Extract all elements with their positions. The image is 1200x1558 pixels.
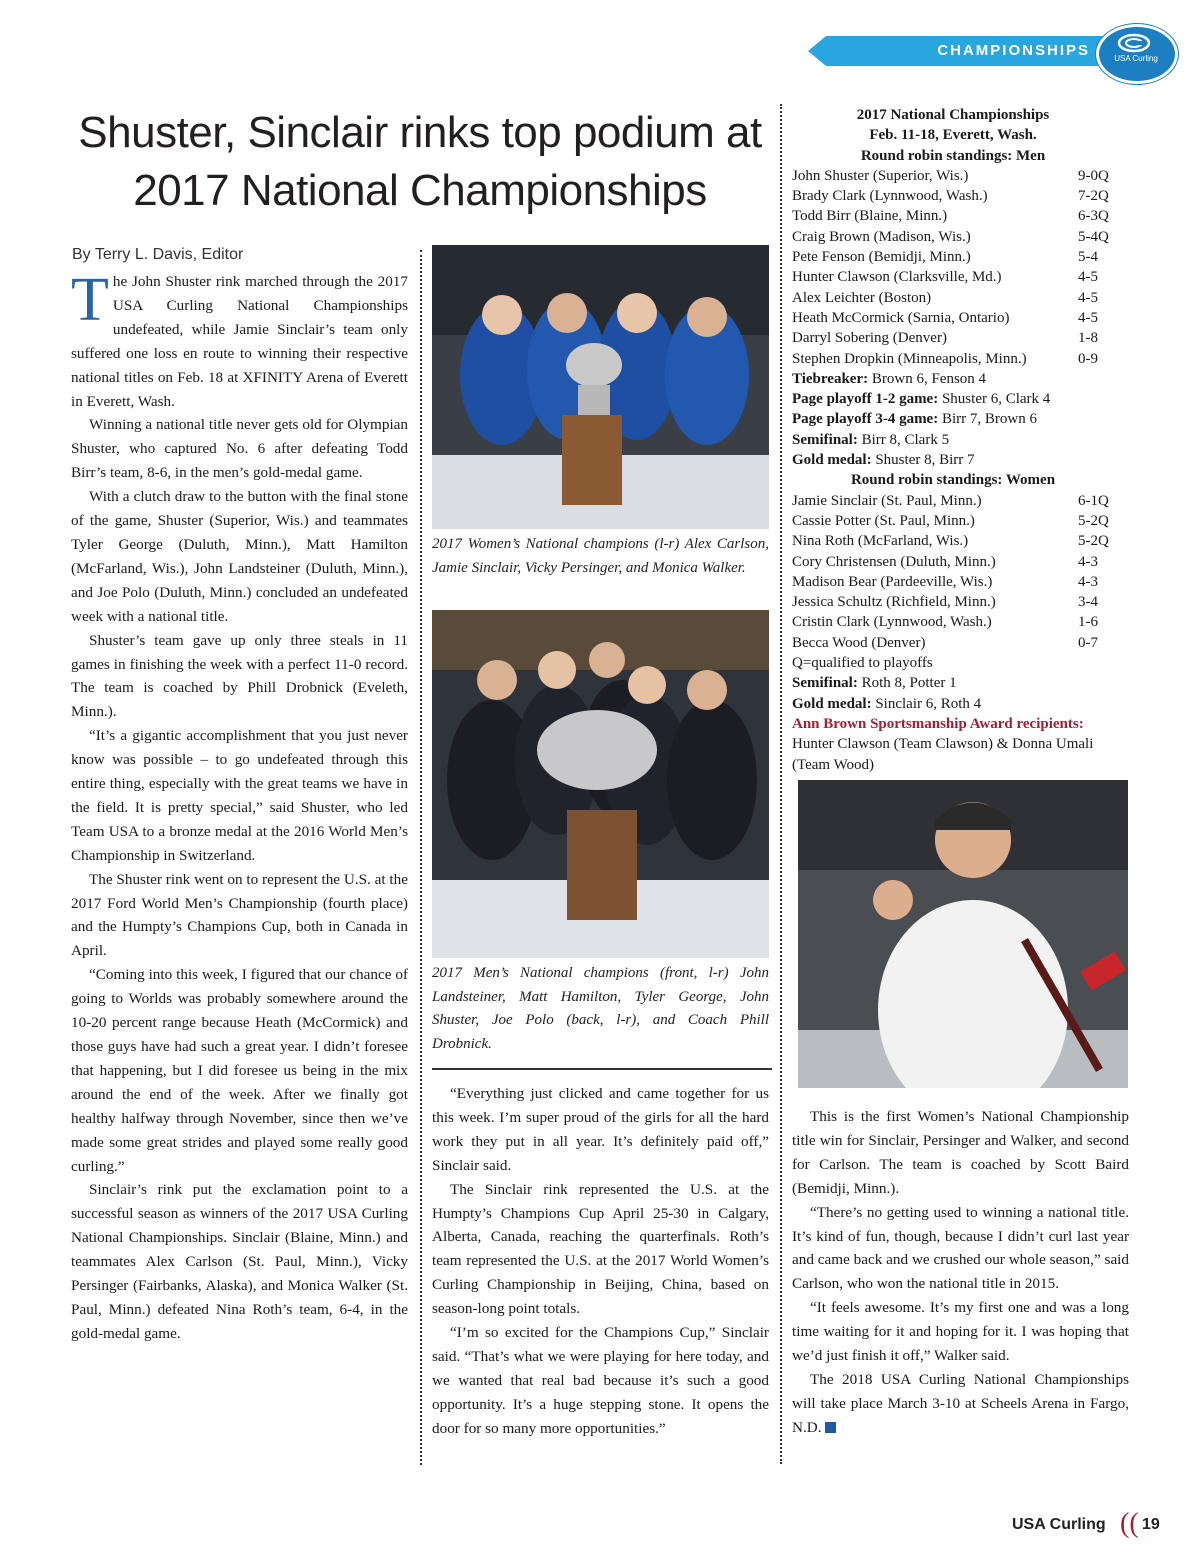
standings-row: John Shuster (Superior, Wis.) 9-0Q xyxy=(792,167,1109,184)
article-paragraph: The Sinclair rink represented the U.S. at the Humpty’s Champions Cup April 25-30 in Calgary, Alberta, Canada, reaching the quarterfinals. Roth’s team represented the U.S. at the 2017 World Women’s Curling Championship in Beijing, China, based on season-long point totals. xyxy=(432,1180,769,1318)
article-paragraph: “It feels awesome. It’s my first one and was a long time waiting for it and hoping for it. I was hoping that we’d just finish it off,” Walker said. xyxy=(792,1299,1129,1365)
qualified-note: Q=qualified to playoffs xyxy=(792,655,933,672)
end-of-article-mark xyxy=(825,1422,836,1433)
award-recipients: Hunter Clawson (Team Clawson) & Donna Umali (Team Wood) xyxy=(792,736,1094,773)
article-paragraph: The John Shuster rink marched through the 2017 USA Curling National Championships undefeated, while Jamie Sinclair’s team only suffered one loss en route to winning their respective national titles on Feb. 18 at XFINITY Arena of Everett in Everett, Wash. xyxy=(71,266,408,410)
article-paragraph: Shuster’s team gave up only three steals in 11 games in finishing the week with a perfect 11-0 record. The team is coached by Phill Drobnick (Eveleth, Minn.). xyxy=(71,631,408,721)
article-paragraph: Sinclair’s rink put the exclamation point to a successful season as winners of the 2017 USA Curling National Championships. Sinclair (Blaine, Minn.) and teammates Alex Carlson (St. Paul, Minn.), Vicky Persinger (Fairbanks, Alaska), and Monica Walker (St. Paul, Minn.) defeated Nina Roth’s team, 6-4, in the gold-medal game. xyxy=(71,1181,408,1342)
game-result: Semifinal: Roth 8, Potter 1 xyxy=(792,675,957,692)
shuster-celebration-photo xyxy=(798,780,1128,1088)
article-paragraph: “Everything just clicked and came together for us this week. I’m super proud of the girls for all the hard work they put in all year. It’s definitely paid off,” Sinclair said. xyxy=(432,1085,769,1174)
article-paragraph: “It’s a gigantic accomplishment that you just never know was possible – to go undefeated through this entire thing, especially with the great teams we have in the field. It is pretty special,” said Shuster, who led Team USA to a bronze medal at the 2016 World Men’s Championship in Switzerland. xyxy=(71,727,408,864)
results-title: 2017 National Championships xyxy=(856,107,1050,123)
standings-row: Cassie Potter (St. Paul, Minn.) 5-2Q xyxy=(792,512,1109,529)
award-heading: Ann Brown Sportsmanship Award recipients: xyxy=(792,715,1084,732)
byline: By Terry L. Davis, Editor xyxy=(72,246,244,263)
logo-text: USA Curling xyxy=(1114,54,1158,63)
page-title: Shuster, Sinclair rinks top podium at 2017 National Championships xyxy=(78,108,762,215)
footer-ornament: (( xyxy=(1120,1508,1139,1539)
standings-row: Heath McCormick (Sarnia, Ontario) 4-5 xyxy=(792,309,1098,326)
caption-divider xyxy=(432,1068,772,1070)
game-result: Tiebreaker: Brown 6, Fenson 4 xyxy=(792,370,987,387)
standings-row: Todd Birr (Blaine, Minn.) 6-3Q xyxy=(792,208,1109,225)
standings-row: Jessica Schultz (Richfield, Minn.) 3-4 xyxy=(792,594,1098,611)
standings-row: Hunter Clawson (Clarksville, Md.) 4-5 xyxy=(792,269,1098,286)
article-column-2 xyxy=(432,1082,769,1441)
article-column-3 xyxy=(792,1105,1129,1440)
game-result: Page playoff 3-4 game: Birr 7, Brown 6 xyxy=(792,411,1037,428)
standings-row: Becca Wood (Denver) 0-7 xyxy=(792,634,1098,651)
standings-row: Jamie Sinclair (St. Paul, Minn.) 6-1Q xyxy=(792,492,1109,509)
column-divider xyxy=(780,104,782,1464)
article-paragraph: Winning a national title never gets old for Olympian Shuster, who captured No. 6 after defeating Todd Birr’s team, 8-6, in the men’s gold-medal game. xyxy=(71,416,408,482)
article-paragraph: The 2018 USA Curling National Championships will take place March 3-10 at Scheels Arena in Fargo, N.D. xyxy=(792,1370,1129,1436)
article-paragraph: With a clutch draw to the button with the final stone of the game, Shuster (Superior, Wis.) and teammates Tyler George (Duluth, Minn.), Matt Hamilton (McFarland, Wis.), John Landsteiner (Duluth, Minn.), and Joe Polo (Duluth, Minn.) concluded an undefeated week with a national title. xyxy=(71,488,408,625)
section-label: CHAMPIONSHIPS xyxy=(937,42,1090,59)
article-paragraph: “I’m so excited for the Champions Cup,” Sinclair said. “That’s what we were playing for here today, and we wanted that real bad because it’s such a good opportunity. It’s a huge stepping stone. It opens the door for so many more opportunities.” xyxy=(432,1324,769,1437)
article-paragraph: “Coming into this week, I figured that our chance of going to Worlds was probably somewhere around the 10-20 percent range because Heath (McCormick) and those guys have had such a great year. I didn’t foresee that happening, but I did foresee us being in the mix around the end of the week. After we finally got healthy halfway through November, since then we’ve made some great strides and played some really good curling.” xyxy=(71,966,408,1175)
standings-row: Stephen Dropkin (Minneapolis, Minn.) 0-9 xyxy=(792,350,1098,367)
standings-row: Cory Christensen (Duluth, Minn.) 4-3 xyxy=(792,553,1098,570)
women-standings-heading: Round robin standings: Women xyxy=(850,472,1056,489)
standings-row: Darryl Sobering (Denver) 1-8 xyxy=(792,330,1098,347)
standings-row: Pete Fenson (Bemidji, Minn.) 5-4 xyxy=(792,249,1098,266)
photo-illustration xyxy=(432,245,769,529)
results-subtitle: Feb. 11-18, Everett, Wash. xyxy=(869,127,1037,144)
standings-row: Alex Leichter (Boston) 4-5 xyxy=(792,289,1098,306)
game-result: Semifinal: Birr 8, Clark 5 xyxy=(792,431,950,448)
article-column-1 xyxy=(71,266,408,1346)
game-result: Gold medal: Sinclair 6, Roth 4 xyxy=(792,695,982,712)
womens-photo-caption: 2017 Women’s National champions (l-r) Alex Carlson, Jamie Sinclair, Vicky Persinger, and Monica Walker. xyxy=(432,536,769,576)
photo-illustration xyxy=(432,610,769,958)
standings-row: Madison Bear (Pardeeville, Wis.) 4-3 xyxy=(792,573,1098,590)
photo-illustration xyxy=(798,780,1128,1088)
standings-row: Craig Brown (Madison, Wis.) 5-4Q xyxy=(792,228,1109,245)
womens-champions-photo xyxy=(432,245,769,529)
mens-photo-caption: 2017 Men’s National champions (front, l-r) John Landsteiner, Matt Hamilton, Tyler George, John Shuster, Joe Polo (back, l-r), and Coach Phill Drobnick. xyxy=(432,965,769,1052)
results-box xyxy=(792,105,1114,775)
page-number: 19 xyxy=(1142,1516,1160,1533)
drop-cap: T xyxy=(71,266,109,334)
standings-row: Nina Roth (McFarland, Wis.) 5-2Q xyxy=(792,533,1109,550)
men-standings-heading: Round robin standings: Men xyxy=(860,147,1046,164)
publication-name: USA Curling xyxy=(1012,1516,1106,1533)
article-paragraph: “There’s no getting used to winning a national title. It’s kind of fun, though, because I didn’t curl last year and came back and we crushed our whole season,” said Carlson, who won the national title in 2015. xyxy=(792,1203,1129,1293)
standings-row: Cristin Clark (Lynnwood, Wash.) 1-6 xyxy=(792,614,1098,631)
article-paragraph: The Shuster rink went on to represent the U.S. at the 2017 Ford World Men’s Championship (fourth place) and the Humpty’s Champions Cup, both in Canada in April. xyxy=(71,870,408,960)
game-result: Gold medal: Shuster 8, Birr 7 xyxy=(792,452,975,469)
standings-row: Brady Clark (Lynnwood, Wash.) 7-2Q xyxy=(792,188,1109,205)
mens-champions-photo xyxy=(432,610,769,958)
curling-rings-icon xyxy=(1117,33,1151,53)
column-divider xyxy=(420,250,422,1465)
game-result: Page playoff 1-2 game: Shuster 6, Clark 4 xyxy=(792,391,1051,408)
article-paragraph: This is the first Women’s National Championship title win for Sinclair, Persinger and Walker, and second for Carlson. The team is coached by Scott Baird (Bemidji, Minn.). xyxy=(792,1108,1129,1197)
